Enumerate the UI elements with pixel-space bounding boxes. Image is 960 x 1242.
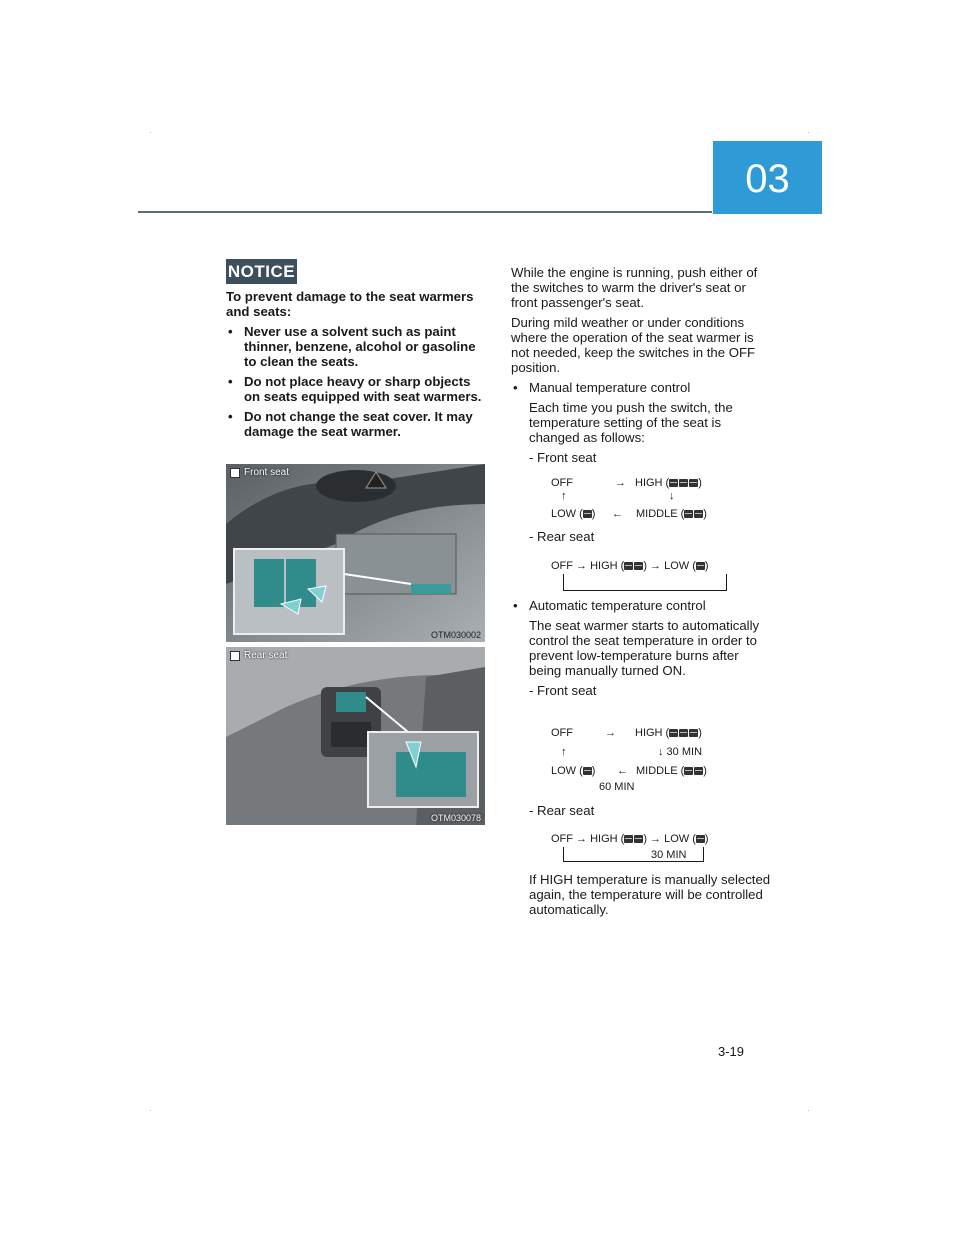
notice-list xyxy=(226,324,488,439)
notice-item: • Do not change the seat cover. It may damage the seat warmer. xyxy=(228,409,473,439)
notice-badge: NOTICE xyxy=(226,259,297,284)
crop-mark xyxy=(150,132,151,133)
time-30: 30 MIN xyxy=(651,849,687,861)
right-column xyxy=(511,265,771,469)
time-60: 60 MIN xyxy=(599,781,635,793)
arrow-right: → xyxy=(605,727,616,739)
arrow-left: ← xyxy=(612,508,623,520)
state-low: LOW ( ) xyxy=(551,765,596,777)
return-line xyxy=(563,590,726,591)
figure-label: Front seat xyxy=(230,467,289,478)
arrow-left: ← xyxy=(617,765,628,777)
front-seat-figure xyxy=(226,464,485,642)
bullet-auto: • Automatic temperature control xyxy=(513,598,706,613)
page-number: 3-19 xyxy=(718,1044,745,1059)
manual-rear-diagram xyxy=(551,560,751,594)
return-line xyxy=(563,574,564,591)
front-seat-heading: - Front seat xyxy=(529,450,597,465)
rear-seat-heading-wrap xyxy=(511,529,771,548)
rear-seat-illustration xyxy=(226,647,485,825)
rear-sequence: OFF → HIGH ( ) → LOW ( ) xyxy=(551,560,709,572)
closing-section xyxy=(511,872,771,922)
rear-sequence: OFF → HIGH ( ) → LOW ( ) xyxy=(551,833,709,845)
manual-front-diagram xyxy=(551,477,751,527)
auto-rear-diagram xyxy=(551,833,751,867)
return-line xyxy=(726,574,727,591)
arrow-right: → xyxy=(615,477,626,489)
return-line xyxy=(563,847,564,862)
auto-section xyxy=(511,598,771,702)
arrow-down: ↓ xyxy=(669,490,675,502)
state-low: LOW ( ) xyxy=(551,508,596,520)
closing-text: If HIGH temperature is manually selected again, the temperature will be controlled automatically. xyxy=(529,872,771,917)
return-line xyxy=(703,847,704,862)
arrow-up: ↑ xyxy=(561,746,567,758)
header-rule xyxy=(138,211,712,213)
bullet-manual: • Manual temperature control xyxy=(513,380,691,395)
figure-code: OTM030078 xyxy=(430,813,481,823)
state-high: HIGH ( ) xyxy=(635,727,702,739)
paragraph: While the engine is running, push either of the switches to warm the driver's seat or front passenger's seat. xyxy=(511,265,758,310)
state-high: HIGH ( ) xyxy=(635,477,702,489)
front-seat-illustration xyxy=(226,464,485,642)
auto-description: The seat warmer starts to automatically control the seat temperature in order to prevent low-temperature burns after being manually turned ON. xyxy=(529,618,760,678)
notice-item: • Do not place heavy or sharp objects on seats equipped with seat warmers. xyxy=(228,374,482,404)
arrow-up: ↑ xyxy=(561,490,567,502)
notice-body xyxy=(226,289,488,444)
state-off: OFF xyxy=(551,727,573,739)
chapter-tab: 03 xyxy=(713,141,822,214)
auto-front-diagram xyxy=(551,727,751,797)
front-seat-heading: - Front seat xyxy=(529,683,597,698)
figure-code: OTM030002 xyxy=(430,630,481,640)
state-middle: MIDDLE ( ) xyxy=(636,765,707,777)
state-middle: MIDDLE ( ) xyxy=(636,508,707,520)
manual-description: Each time you push the switch, the temperature setting of the seat is changed as follows: xyxy=(529,400,733,445)
rear-seat-heading-wrap xyxy=(511,803,771,822)
notice-intro: To prevent damage to the seat warmers and seats: xyxy=(226,289,474,319)
notice-item: • Never use a solvent such as paint thinner, benzene, alcohol or gasoline to clean the seats. xyxy=(228,324,476,369)
state-off: OFF xyxy=(551,477,573,489)
rear-seat-heading: - Rear seat xyxy=(529,529,595,544)
crop-mark xyxy=(150,1110,151,1111)
rear-seat-figure xyxy=(226,647,485,825)
rear-seat-heading: - Rear seat xyxy=(529,803,595,818)
arrow-down-30: ↓ 30 MIN xyxy=(658,746,703,758)
figure-label: Rear seat xyxy=(230,650,287,661)
paragraph: During mild weather or under conditions where the operation of the seat warmer is not needed, keep the switches in the OFF position. xyxy=(511,315,756,375)
return-line xyxy=(563,861,703,862)
crop-mark xyxy=(808,1110,809,1111)
crop-mark xyxy=(808,132,809,133)
